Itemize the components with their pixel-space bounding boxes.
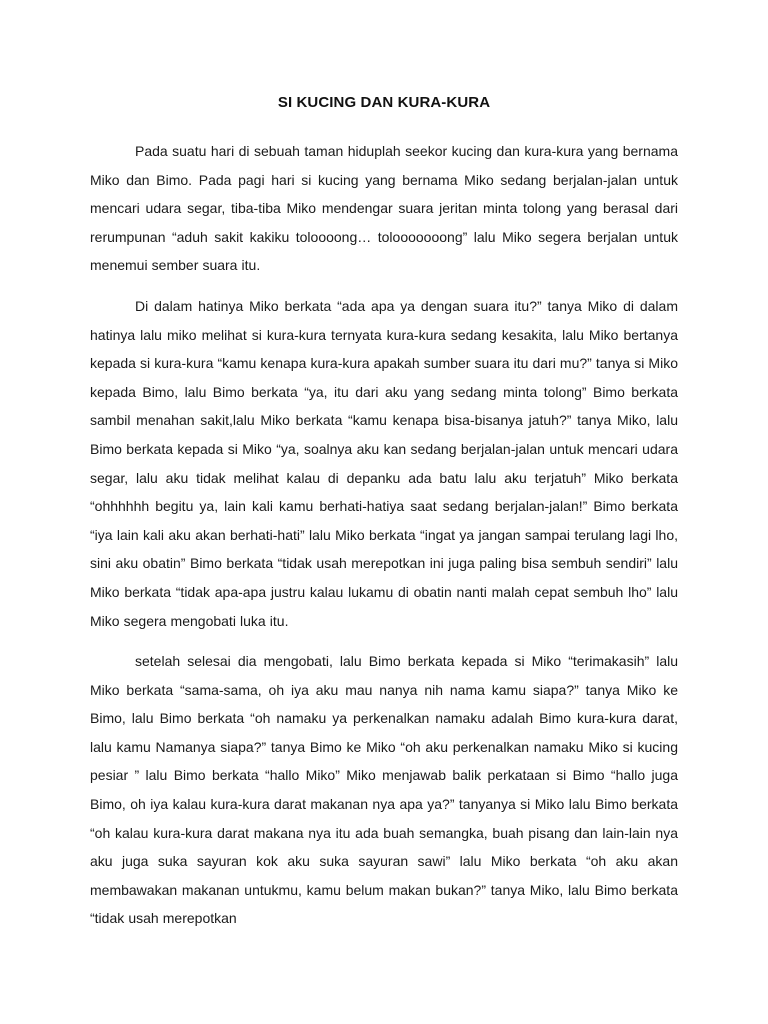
paragraph-3: setelah selesai dia mengobati, lalu Bimo berkata kepada si Miko “terimakasih” lalu Miko berkata “sama-sama, oh iya aku mau nanya nih nama kamu siapa?” tanya Miko ke Bimo, lalu Bimo berkata “oh namaku ya perkenalkan namaku adalah Bimo kura-kura darat, lalu kamu Namanya siapa?” tanya Bimo ke Miko “oh aku perkenalkan namaku Miko si kucing pesiar ” lalu Bimo berkata “hallo Miko” Miko menjawab balik perkataan si Bimo “hallo juga Bimo, oh iya kalau kura-kura darat makanan nya apa ya?” tanyanya si Miko lalu Bimo berkata “oh kalau kura-kura darat makana nya itu ada buah semangka, buah pisang dan lain-lain nya aku juga suka sayuran kok aku suka sayuran sawi” lalu Miko berkata “oh aku akan membawakan makanan untukmu, kamu belum makan bukan?” tanya Miko, lalu Bimo berkata “tidak usah merepotkan [90,653,678,927]
paragraph-2: Di dalam hatinya Miko berkata “ada apa ya dengan suara itu?” tanya Miko di dalam hatinya lalu miko melihat si kura-kura ternyata kura-kura sedang kesakita, lalu Miko bertanya kepada si kura-kura “kamu kenapa kura-kura apakah sumber suara itu dari mu?” tanya si Miko kepada Bimo, lalu Bimo berkata “ya, itu dari aku yang sedang minta tolong” Bimo berkata sambil menahan sakit,lalu Miko berkata “kamu kenapa bisa-bisanya jatuh?” tanya Miko, lalu Bimo berkata kepada si Miko “ya, soalnya aku kan sedang berjalan-jalan untuk mencari udara segar, lalu aku tidak melihat kalau di depanku ada batu lalu aku terjatuh” Miko berkata “ohhhhhh begitu ya, lain kali kamu berhati-hatiya saat sedang berjalan-jalan!” Bimo berkata “iya lain kali aku akan berhati-hati” lalu Miko berkata “ingat ya jangan sampai terulang lagi lho, sini aku obatin” Bimo berkata “tidak usah merepotkan ini juga paling bisa sembuh sendiri” lalu Miko berkata “tidak apa-apa justru kalau lukamu di obatin nanti malah cepat sembuh lho” lalu Miko segera mengobati luka itu. [90,297,678,629]
paragraph-1: Pada suatu hari di sebuah taman hiduplah seekor kucing dan kura-kura yang bernama Miko dan Bimo. Pada pagi hari si kucing yang bernama Miko sedang berjalan-jalan untuk mencari udara segar, tiba-tiba Miko mendengar suara jeritan minta tolong yang berasal dari rerumpunan “aduh sakit kakiku toloooong… tolooooooong” lalu Miko segera berjalan untuk menemui sember suara itu. [90,143,678,274]
document-title: SI KUCING DAN KURA-KURA [277,94,491,111]
document-body [90,137,678,945]
